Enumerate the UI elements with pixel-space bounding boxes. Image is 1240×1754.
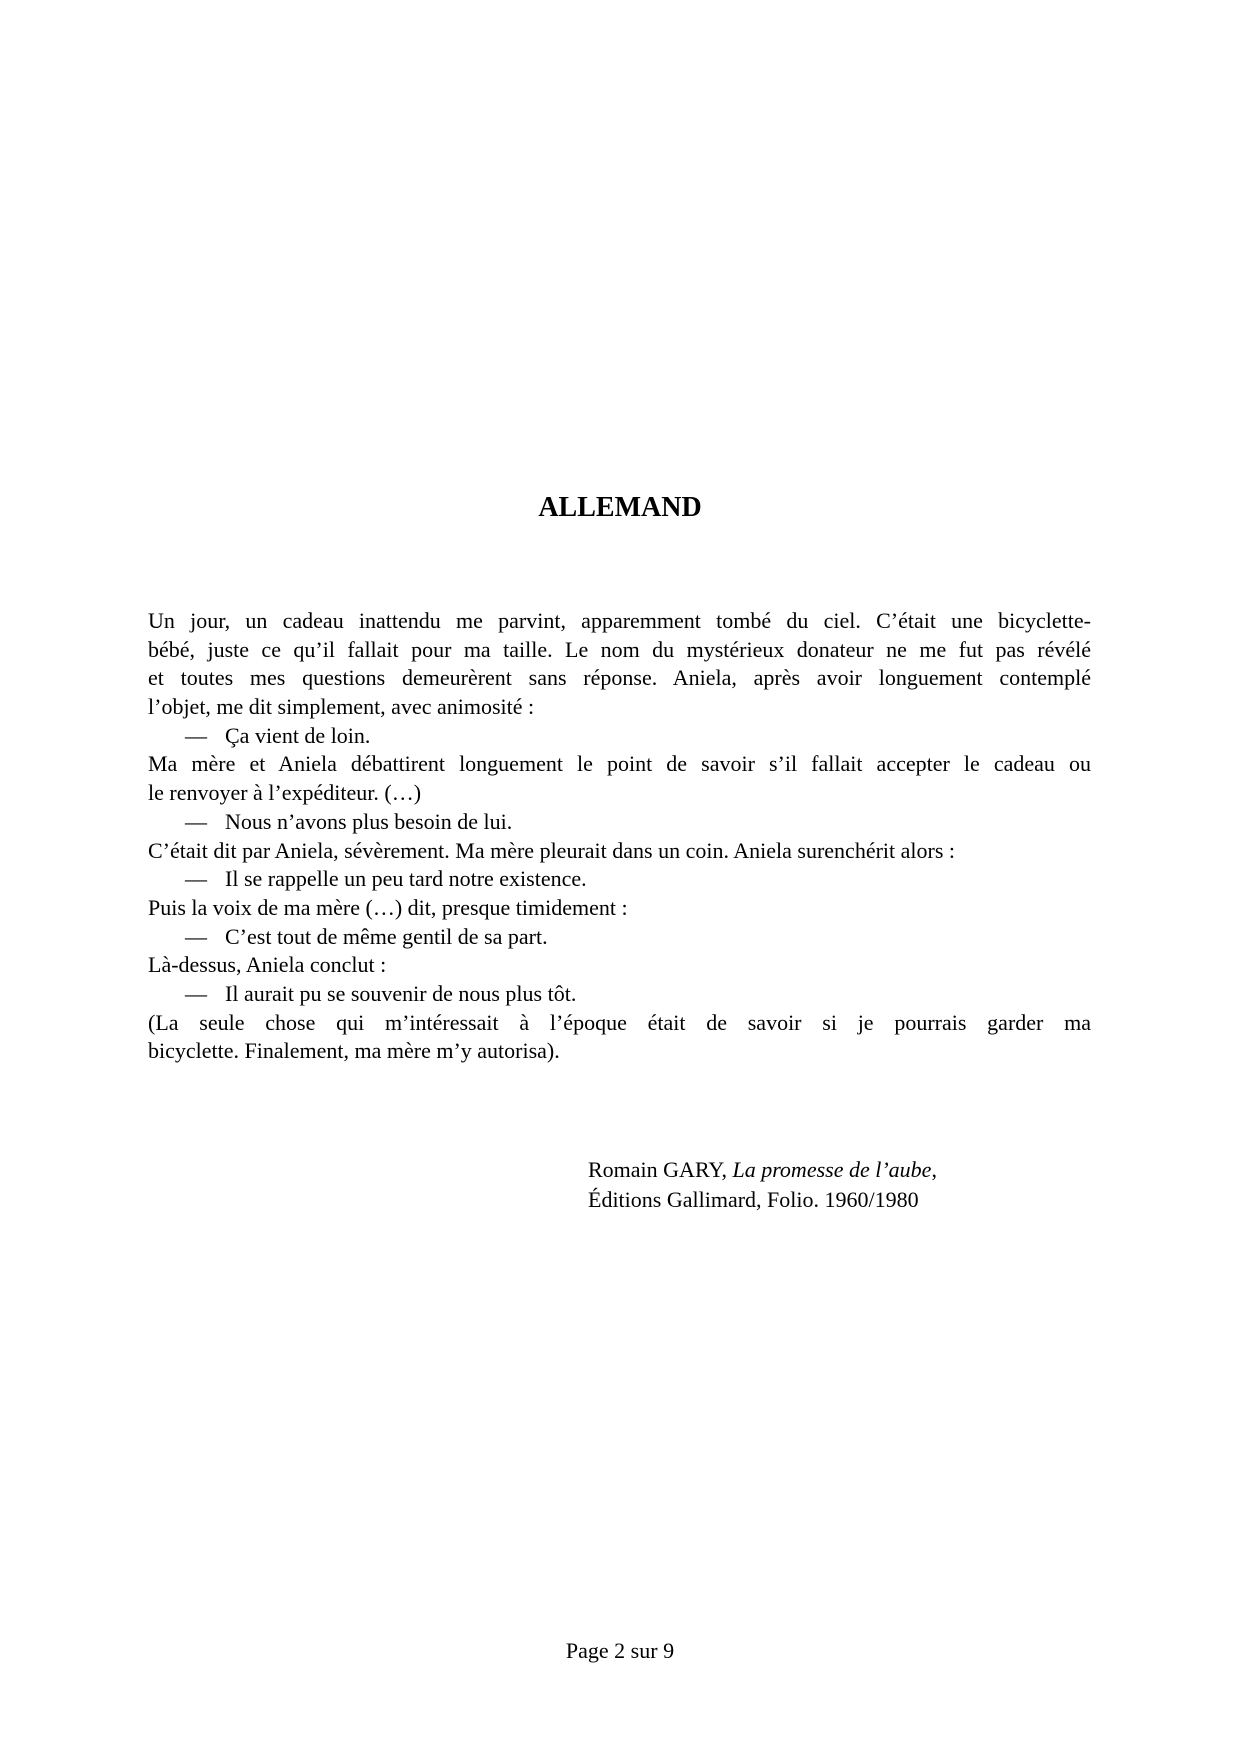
citation-publisher: Éditions Gallimard, Folio. 1960/1980 <box>588 1187 919 1212</box>
citation-book-title: La promesse de l’aube <box>732 1157 932 1182</box>
dialogue-text: Nous n’avons plus besoin de lui. <box>225 808 513 834</box>
text-line: Ma mère et Aniela débattirent longuement le point de savoir s’il fallait accepter le cadeau ou <box>148 751 1091 777</box>
dialogue-line <box>148 980 1091 1009</box>
text-line: Puis la voix de ma mère (…) dit, presque timidement : <box>148 894 628 920</box>
citation-comma: , <box>931 1157 937 1182</box>
citation-line <box>588 1155 937 1185</box>
source-citation <box>588 1155 937 1215</box>
dialogue-text: Il aurait pu se souvenir de nous plus tôt. <box>225 980 577 1006</box>
text-line: Là-dessus, Aniela conclut : <box>148 952 387 978</box>
dialogue-text: Il se rappelle un peu tard notre existence. <box>225 866 587 892</box>
dialogue-line <box>148 865 1091 894</box>
dialogue-dash: — <box>185 808 207 834</box>
dialogue-text: C’est tout de même gentil de sa part. <box>225 923 548 949</box>
dialogue-dash: — <box>185 866 207 892</box>
dialogue-line <box>148 808 1091 837</box>
dialogue-line <box>148 923 1091 952</box>
dialogue-dash: — <box>185 722 207 748</box>
text-line: C’était dit par Aniela, sévèrement. Ma mère pleurait dans un coin. Aniela surenchérit alors : <box>148 837 956 863</box>
text-line: (La seule chose qui m’intéressait à l’époque était de savoir si je pourrais garder ma <box>148 1009 1091 1035</box>
text-line: Un jour, un cadeau inattendu me parvint, apparemment tombé du ciel. C’était une bicyclette- <box>148 608 1091 633</box>
dialogue-line <box>148 722 1091 751</box>
page-number: Page 2 sur 9 <box>565 1638 675 1663</box>
text-line: bébé, juste ce qu’il fallait pour ma taille. Le nom du mystérieux donateur ne me fut pas révélé <box>148 636 1091 662</box>
text-line: bicyclette. Finalement, ma mère m’y autorisa). <box>148 1038 560 1064</box>
text-line: et toutes mes questions demeurèrent sans réponse. Aniela, après avoir longuement contemplé <box>148 665 1091 691</box>
text-line: le renvoyer à l’expéditeur. (…) <box>148 780 422 806</box>
dialogue-dash: — <box>185 923 207 949</box>
excerpt-text <box>148 607 1091 1066</box>
citation-author: Romain GARY, <box>588 1157 727 1182</box>
text-line: l’objet, me dit simplement, avec animosité : <box>148 694 535 720</box>
dialogue-dash: — <box>185 980 207 1006</box>
dialogue-text: Ça vient de loin. <box>225 722 371 748</box>
page-title: ALLEMAND <box>538 492 702 523</box>
